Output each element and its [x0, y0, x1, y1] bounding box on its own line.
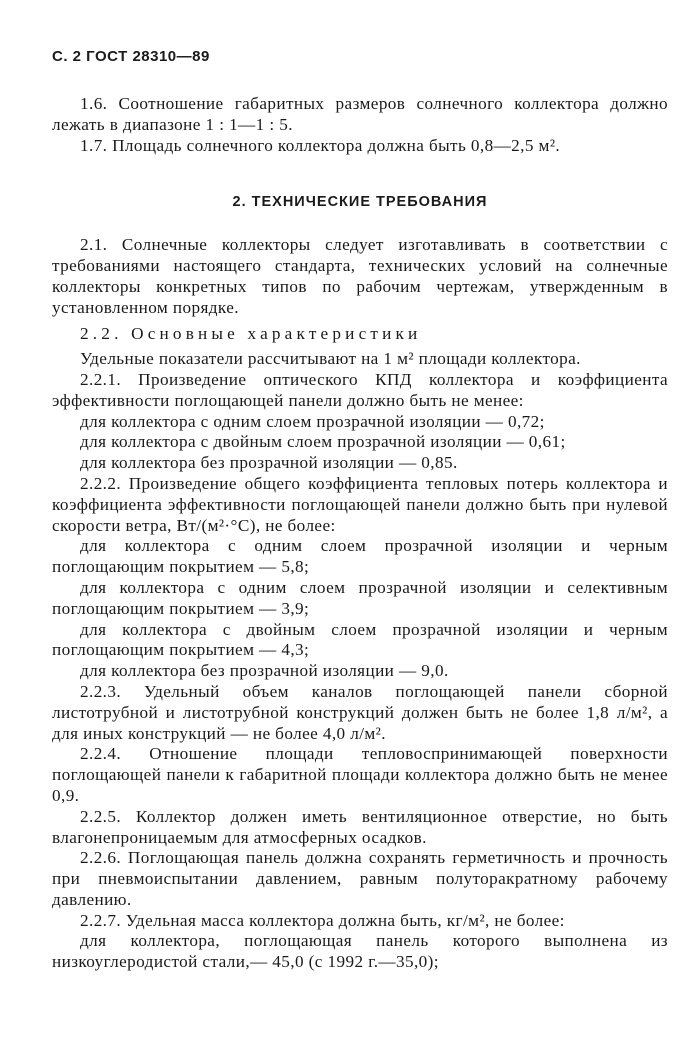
- clause-2-2-5: 2.2.5. Коллектор должен иметь вентиляционное отверстие, но быть влагонепроницаемым для атмосферных осадков.: [52, 806, 668, 847]
- clause-2-2-7-item-a: для коллектора, поглощающая панель которого выполнена из низкоуглеродистой стали,— 45,0 (с 1992 г.—35,0);: [52, 931, 668, 972]
- clause-2-2-1-item-b: для коллектора с двойным слоем прозрачной изоляции — 0,61;: [80, 432, 566, 452]
- clause-2-2-1-item-a: для коллектора с одним слоем прозрачной изоляции — 0,72;: [80, 411, 545, 431]
- section-2-title: 2. ТЕХНИЧЕСКИЕ ТРЕБОВАНИЯ: [232, 194, 488, 211]
- clause-1-7: 1.7. Площадь солнечного коллектора должна быть 0,8—2,5 м².: [80, 135, 561, 155]
- clause-2-2-1-item-c: для коллектора без прозрачной изоляции — 0,85.: [80, 453, 458, 473]
- clause-2-2-note: Удельные показатели рассчитывают на 1 м² площади коллектора.: [80, 349, 581, 369]
- document-body: [52, 94, 668, 973]
- clause-2-2-3: 2.2.3. Удельный объем каналов поглощающей панели сборной листотрубной и листотрубной конструкций должен быть не более 1,8 л/м², а для иных конструкций — не более 4,0 л/м².: [52, 681, 668, 743]
- clause-2-2-1: 2.2.1. Произведение оптического КПД коллектора и коэффициента эффективности поглощающей панели должно быть не менее:: [52, 369, 668, 410]
- clause-2-2-4: 2.2.4. Отношение площади тепловоспринимающей поверхности поглощающей панели к габаритной площади коллектора должно быть не менее 0,9.: [52, 744, 668, 805]
- clause-2-2-heading: 2.2. Основные характеристики: [80, 324, 422, 344]
- clause-2-2-7: 2.2.7. Удельная масса коллектора должна быть, кг/м², не более:: [80, 910, 565, 930]
- clause-2-2-2: 2.2.2. Произведение общего коэффициента тепловых потерь коллектора и коэффициента эффективности поглощающей панели должно быть при нулевой скорости ветра, Вт/(м²·°С), не более:: [52, 473, 668, 535]
- clause-2-2-2-item-a: для коллектора с одним слоем прозрачной изоляции и черным поглощающим покрытием — 5,8;: [52, 536, 668, 577]
- page-header: С. 2 ГОСТ 28310—89: [52, 48, 210, 65]
- clause-2-2-2-item-d: для коллектора без прозрачной изоляции — 9,0.: [80, 661, 449, 681]
- clause-1-6: 1.6. Соотношение габаритных размеров солнечного коллектора должно лежать в диапазоне 1 : 1—1 : 5.: [52, 94, 668, 134]
- clause-2-2-6: 2.2.6. Поглощающая панель должна сохранять герметичность и прочность при пневмоиспытании давлением, равным полуторакратному рабочему давлению.: [52, 848, 668, 909]
- clause-2-2-2-item-b: для коллектора с одним слоем прозрачной изоляции и селективным поглощающим покрытием — 3,9;: [52, 577, 668, 618]
- clause-2-2-2-item-c: для коллектора с двойным слоем прозрачной изоляции и черным поглощающим покрытием — 4,3;: [52, 619, 668, 660]
- clause-2-1: 2.1. Солнечные коллекторы следует изготавливать в соответствии с требованиями настоящего стандарта, технических условий на солнечные коллекторы конкретных типов по рабочим чертежам, утвержденным в установленном порядке.: [52, 235, 668, 317]
